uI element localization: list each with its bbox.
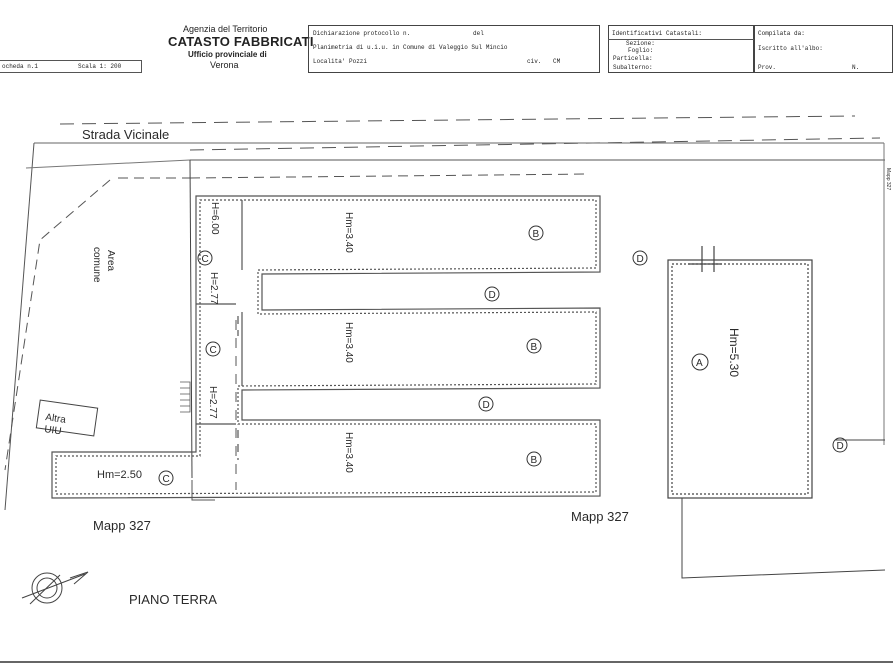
particella-label: Particella: [613,55,653,62]
localita-label: Localita' Pozzi [313,58,368,65]
scale-label: Scala 1: 200 [78,63,122,70]
zone-d-3: D [482,400,490,411]
protocol-date-label: del [473,30,484,37]
protocol-label: Dichiarazione protocollo n. [313,30,411,37]
altra-uiu-label-2: UIU [43,424,63,438]
height-label-277a: H=2.77 [208,272,219,305]
scheda-label: ocheda n.1 [2,63,39,70]
agency-name: Agenzia del Territorio [183,24,268,34]
sezione-label: Sezione: [626,40,655,47]
agency-title: CATASTO FABBRICATI [168,34,314,49]
area-comune-label-1: Area [105,250,116,272]
compilata-label: Compilata da: [758,30,805,37]
iscritto-label: Iscritto all'albo: [758,45,823,52]
zone-labels [159,226,847,485]
altra-uiu-label-1: Altra [44,412,67,426]
identifiers-title: Identificativi Catastali: [612,30,703,37]
zone-d-1: D [636,254,644,265]
mapp-327-left: Mapp 327 [93,518,151,533]
side-note-label: Mapp 327 [885,168,891,191]
mapp-327-right: Mapp 327 [571,509,629,524]
height-label-340b: Hm=3.40 [343,322,354,363]
agency-city: Verona [210,60,239,70]
foglio-label: Foglio: [628,47,654,54]
strada-vicinale-label: Strada Vicinale [82,127,170,142]
area-comune-label-2: comune [91,247,102,283]
height-label-530: Hm=5.30 [727,328,741,378]
prov-label: Prov. [758,64,777,71]
zone-d-2: D [488,290,496,301]
zone-b-1: B [532,229,540,240]
height-label-340a: Hm=3.40 [343,212,354,253]
zone-b-2: B [530,342,538,353]
subalterno-label: Subalterno: [613,64,653,71]
zone-a: A [696,358,703,369]
zone-c-2: C [209,345,217,356]
planimetria-label: Planimetria di u.i.u. in Comune di Valeggio Sul Mincio [313,44,508,51]
n-label: N. [852,64,860,71]
height-label-250: Hm=2.50 [97,469,142,481]
zone-c-3: C [162,474,170,485]
height-label-340c: Hm=3.40 [343,432,354,473]
civ-label: civ. [527,58,542,65]
piano-terra-label: PIANO TERRA [129,592,217,607]
zone-b-3: B [530,455,538,466]
civ-value: CM [553,58,561,65]
zone-c-1: C [201,254,209,265]
height-label-600: H=6.00 [209,202,220,235]
zone-d-4: D [836,441,844,452]
agency-office: Ufficio provinciale di [188,50,267,59]
north-arrow-icon [22,572,88,604]
height-label-277b: H=2.77 [207,386,218,419]
